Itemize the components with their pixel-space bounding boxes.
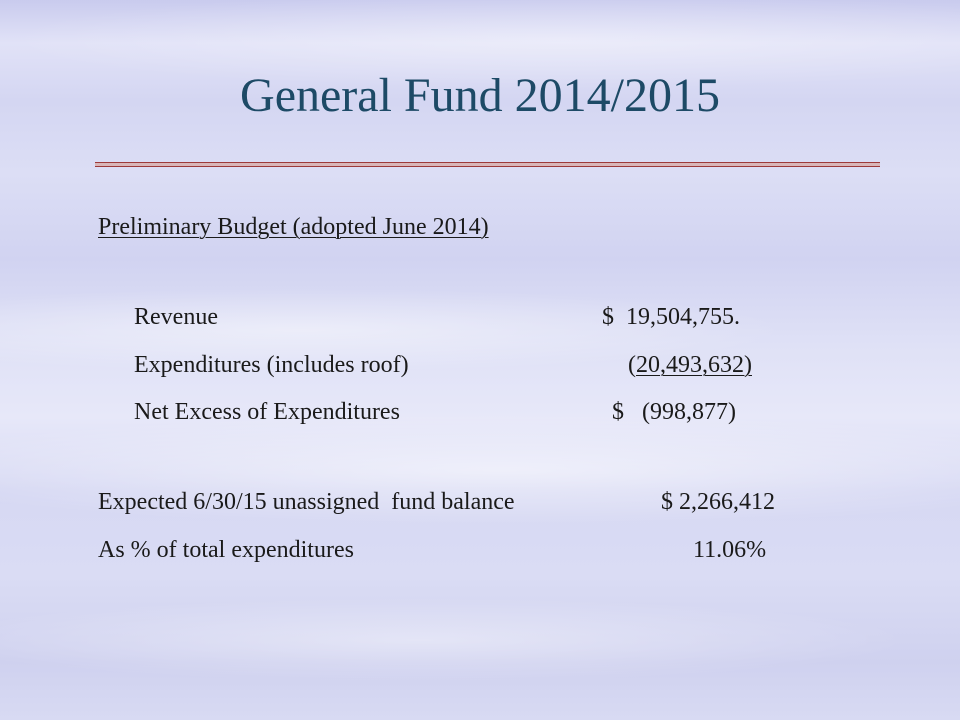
- percent-value: 11.06%: [693, 537, 767, 563]
- net-excess-label: Net Excess of Expenditures: [134, 399, 400, 425]
- title-divider: [95, 162, 880, 167]
- expenditures-value: [628, 350, 752, 380]
- percent-label: As % of total expenditures: [98, 537, 354, 563]
- slide-title: General Fund 2014/2015: [240, 69, 720, 122]
- net-excess-value: $ (998,877): [612, 399, 736, 425]
- expenditures-amount: 20,493,632): [636, 352, 752, 378]
- fund-balance-label: Expected 6/30/15 unassigned fund balance: [98, 489, 515, 515]
- revenue-label: Revenue: [134, 304, 218, 330]
- expenditures-label: Expenditures (includes roof): [134, 352, 409, 378]
- budget-subtitle: Preliminary Budget (adopted June 2014): [98, 214, 489, 240]
- fund-balance-value: $ 2,266,412: [661, 489, 775, 515]
- revenue-value: $ 19,504,755.: [602, 304, 740, 330]
- expenditures-open-paren: (: [628, 352, 636, 378]
